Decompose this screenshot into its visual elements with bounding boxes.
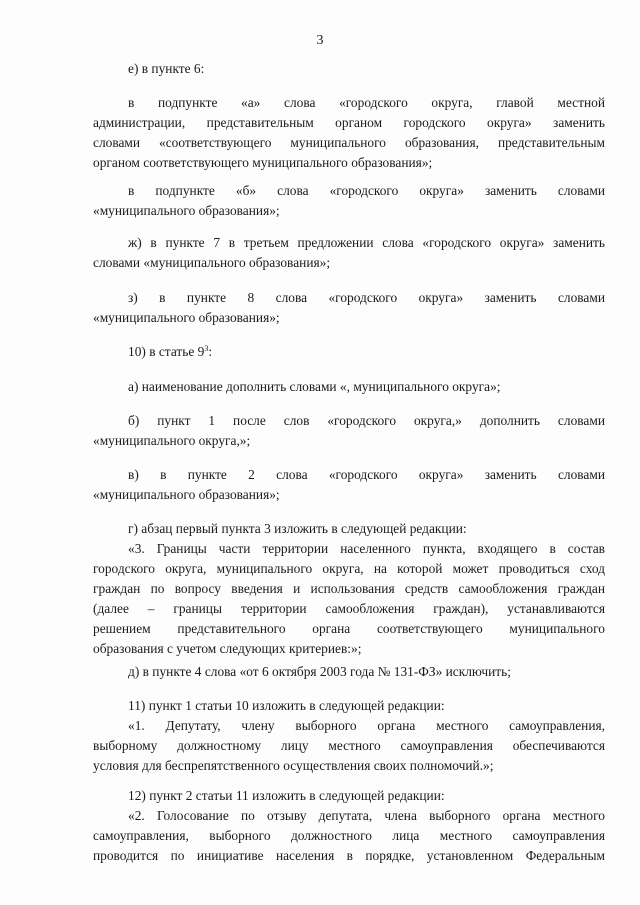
text-line: з) в пункте 8 слова «городского округа» заменить словами: [128, 290, 605, 305]
text-line: выборному должностному лицу местного самоуправления обеспечиваются: [93, 738, 605, 753]
text-line: б) пункт 1 после слов «городского округа,» дополнить словами: [128, 413, 605, 428]
text-line-tail: :: [208, 344, 213, 359]
text-line: «муниципального образования»;: [93, 487, 280, 502]
paragraph-subitem-b: [93, 181, 605, 221]
text-line: словами «муниципального образования»;: [93, 255, 331, 270]
paragraph-e: [93, 59, 605, 79]
paragraph-zh: [93, 233, 605, 273]
paragraph-item-11: [93, 696, 605, 776]
text-line: «2. Голосование по отзыву депутата, члена выборного органа местного: [128, 808, 605, 823]
text-line: в подпункте «б» слова «городского округа» заменить словами: [128, 183, 605, 198]
text-line: словами «соответствующего муниципального образования, представительным: [93, 135, 605, 150]
text-line: «муниципального образования»;: [93, 310, 280, 325]
text-line: условия для беспрепятственного осуществления своих полномочий.»;: [93, 758, 494, 773]
text-line: в подпункте «а» слова «городского округа, главой местной: [128, 95, 605, 110]
text-line: «1. Депутату, члену выборного органа местного самоуправления,: [128, 718, 605, 733]
text-line: д) в пункте 4 слова «от 6 октября 2003 года № 131-ФЗ» исключить;: [128, 664, 511, 679]
text-line: образования с учетом следующих критериев:»;: [93, 641, 362, 656]
text-line: 12) пункт 2 статьи 11 изложить в следующей редакции:: [128, 788, 445, 803]
text-line: «муниципального округа,»;: [93, 433, 251, 448]
paragraph-subitem-a: [93, 93, 605, 173]
text-line: решением представительного органа соответствующего муниципального: [93, 621, 605, 636]
text-line: ж) в пункте 7 в третьем предложении слова «городского округа» заменить: [128, 235, 605, 250]
text-line: в) в пункте 2 слова «городского округа» заменить словами: [128, 467, 605, 482]
paragraph-v: [93, 465, 605, 505]
text-line: е) в пункте 6:: [128, 61, 205, 76]
paragraph-z: [93, 288, 605, 328]
text-line: администрации, представительным органом городского округа» заменить: [93, 115, 605, 130]
text-line: самоуправления, выборного должностного лица местного самоуправления: [93, 828, 605, 843]
text-line: граждан по вопросу введения и использования средств самообложения граждан: [93, 581, 605, 596]
paragraph-g: [93, 519, 605, 659]
paragraph-b: [93, 411, 605, 451]
text-line: «муниципального образования»;: [93, 203, 280, 218]
text-line: «3. Границы части территории населенного пункта, входящего в состав: [128, 541, 605, 556]
text-line: а) наименование дополнить словами «, муниципального округа»;: [128, 379, 501, 394]
text-line: г) абзац первый пункта 3 изложить в следующей редакции:: [128, 521, 467, 536]
superscript: 3: [204, 344, 209, 353]
page-number: 3: [316, 33, 324, 48]
paragraph-item-12: [93, 786, 605, 866]
text-line: [93, 342, 605, 362]
paragraph-d: [93, 662, 605, 682]
paragraph-item-10: [93, 342, 605, 362]
text-line: городского округа, муниципального округа, на которой может проводиться сход: [93, 561, 605, 576]
text-line: проводится по инициативе населения в порядке, установленном Федеральным: [93, 848, 605, 863]
text-line: 11) пункт 1 статьи 10 изложить в следующей редакции:: [128, 698, 445, 713]
text-line: (далее – границы территории самообложения граждан), устанавливаются: [93, 601, 605, 616]
paragraph-a: [93, 377, 605, 397]
text-line: органом соответствующего муниципального образования»;: [93, 155, 433, 170]
text-line-main: 10) в статье 9: [128, 344, 205, 359]
